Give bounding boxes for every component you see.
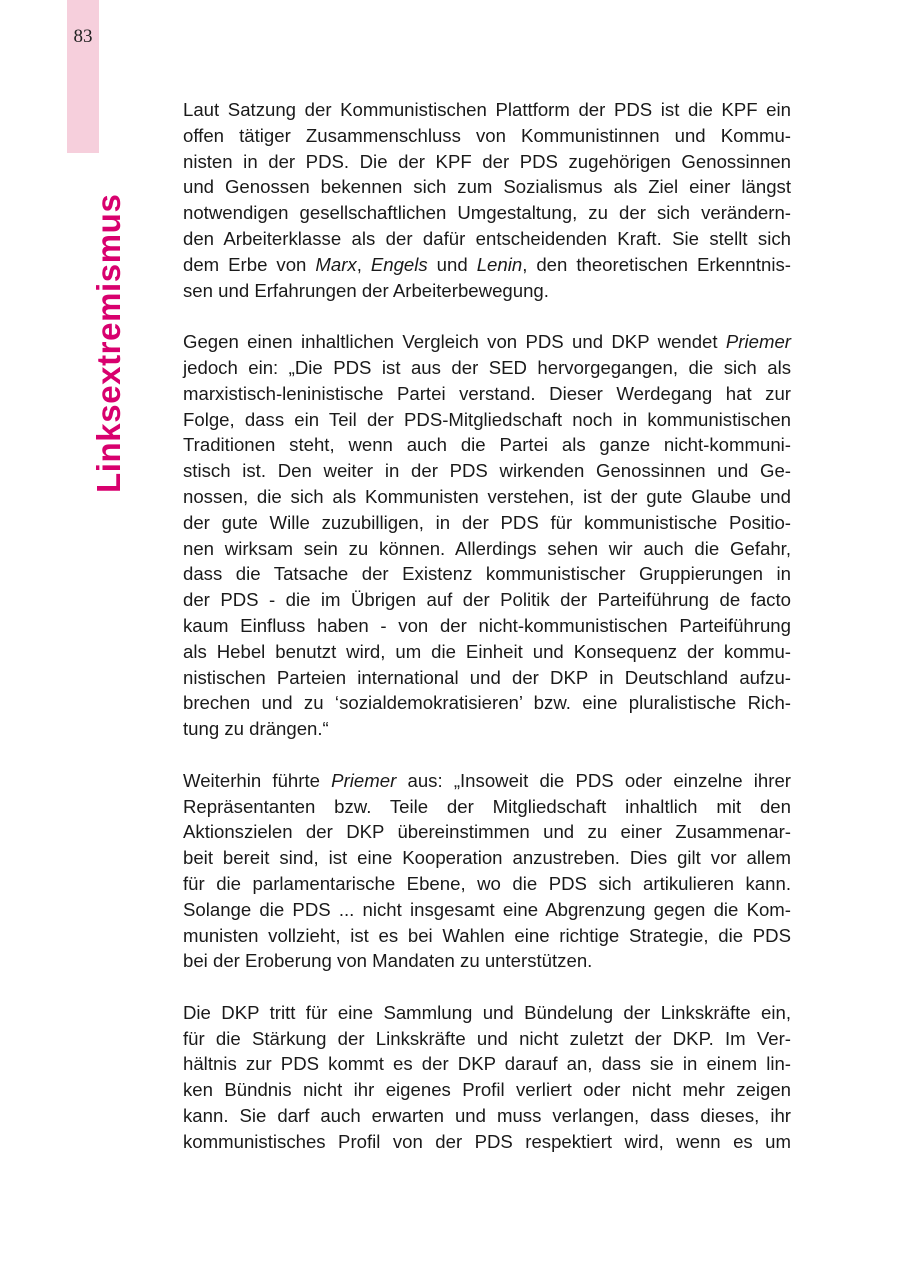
- text-line: beit bereit sind, ist eine Kooperation anzustreben. Dies gilt vor allem: [183, 847, 791, 869]
- name-engels: Engels: [370, 253, 428, 275]
- text-line: der gute Wille zuzubilligen, in der PDS für kommunistische Positio-: [183, 511, 791, 533]
- text-line: als Hebel benutzt wird, um die Einheit und Konsequenz der kommu-: [183, 640, 791, 662]
- text-line: Laut Satzung der Kommunistischen Plattform der PDS ist die KPF ein: [183, 99, 791, 120]
- text-line: kann. Sie darf auch erwarten und muss verlangen, dass dieses, ihr: [183, 1105, 791, 1127]
- name-marx: Marx: [315, 253, 357, 275]
- text-line: jedoch ein: „Die PDS ist aus der SED hervorgegangen, die sich als: [183, 356, 791, 378]
- text-line: den Arbeiterklasse als der dafür entscheidenden Kraft. Sie stellt sich: [183, 227, 791, 249]
- text-line: tung zu drängen.“: [183, 718, 329, 740]
- text-line: nistischen Parteien international und der DKP in Deutschland aufzu-: [183, 666, 791, 688]
- text-line: Aktionszielen der DKP übereinstimmen und zu einer Zusammenar-: [183, 821, 791, 843]
- text-line: dass die Tatsache der Existenz kommunistischer Gruppierungen in: [183, 563, 791, 585]
- text-line: für die parlamentarische Ebene, wo die PDS sich artikulieren kann.: [183, 872, 791, 894]
- page-number: 83: [73, 26, 93, 47]
- body-text: [183, 97, 791, 1180]
- text-line: Repräsentanten bzw. Teile der Mitgliedschaft inhaltlich mit den: [183, 795, 791, 817]
- text-line: Traditionen steht, wenn auch die Partei als ganze nicht-kommuni-: [183, 434, 791, 456]
- name-priemer: Priemer: [331, 769, 397, 791]
- page-number-tab: [67, 0, 99, 153]
- text-line: hältnis zur PDS kommt es der DKP darauf an, dass sie in einem lin-: [183, 1053, 791, 1075]
- text-line: Solange die PDS ... nicht insgesamt eine Abgrenzung gegen die Kom-: [183, 898, 791, 920]
- text-line: munisten vollzieht, ist es bei Wahlen eine richtige Strategie, die PDS: [183, 924, 791, 946]
- paragraph: [183, 768, 791, 974]
- text-line: dem Erbe von Marx, Engels und Lenin, den theoretischen Erkenntnis-: [183, 253, 791, 275]
- text-line: notwendigen gesellschaftlichen Umgestaltung, zu der sich verändern-: [183, 202, 791, 224]
- text-line: ken Bündnis nicht ihr eigenes Profil verliert oder nicht mehr zeigen: [183, 1079, 791, 1101]
- text-line: kaum Einfluss haben - von der nicht-kommunistischen Parteiführung: [183, 614, 791, 636]
- text-line: nen wirksam sein zu können. Allerdings sehen wir auch die Gefahr,: [183, 537, 791, 559]
- text-line: Die DKP tritt für eine Sammlung und Bündelung der Linkskräfte ein,: [183, 1001, 791, 1023]
- text-line: der PDS - die im Übrigen auf der Politik der Parteiführung de facto: [183, 589, 791, 611]
- text-line: offen tätiger Zusammenschluss von Kommunistinnen und Kommu-: [183, 124, 791, 146]
- text-line: Weiterhin führte Priemer aus: „Insoweit die PDS oder einzelne ihrer: [183, 769, 791, 791]
- text-line: marxistisch-leninistische Partei verstand. Dieser Werdegang hat zur: [183, 382, 791, 404]
- text-line: bei der Eroberung von Mandaten zu unterstützen.: [183, 950, 593, 972]
- text-line: und Genossen bekennen sich zum Sozialismus als Ziel einer längst: [183, 176, 791, 198]
- text-line: Folge, dass ein Teil der PDS-Mitgliedschaft noch in kommunistischen: [183, 408, 791, 430]
- name-lenin: Lenin: [476, 253, 523, 275]
- paragraph: [183, 329, 791, 742]
- text-line: sen und Erfahrungen der Arbeiterbewegung.: [183, 279, 549, 301]
- text-line: für die Stärkung der Linkskräfte und nicht zuletzt der DKP. Im Ver-: [183, 1027, 791, 1049]
- paragraph: [183, 97, 791, 303]
- section-title: Linksextremismus: [90, 193, 127, 493]
- name-priemer: Priemer: [725, 331, 791, 353]
- text-line: kommunistisches Profil von der PDS respektiert wird, wenn es um: [183, 1130, 791, 1152]
- text-line: Gegen einen inhaltlichen Vergleich von PDS und DKP wendet Priemer: [183, 331, 791, 353]
- text-line: brechen und zu ‘sozialdemokratisieren’ bzw. eine pluralistische Rich-: [183, 692, 791, 714]
- text-line: nossen, die sich als Kommunisten verstehen, ist der gute Glaube und: [183, 485, 791, 507]
- text-line: stisch ist. Den weiter in der PDS wirkenden Genossinnen und Ge-: [183, 460, 791, 482]
- paragraph: [183, 1000, 791, 1155]
- text-line: nisten in der PDS. Die der KPF der PDS zugehörigen Genossinnen: [183, 150, 791, 172]
